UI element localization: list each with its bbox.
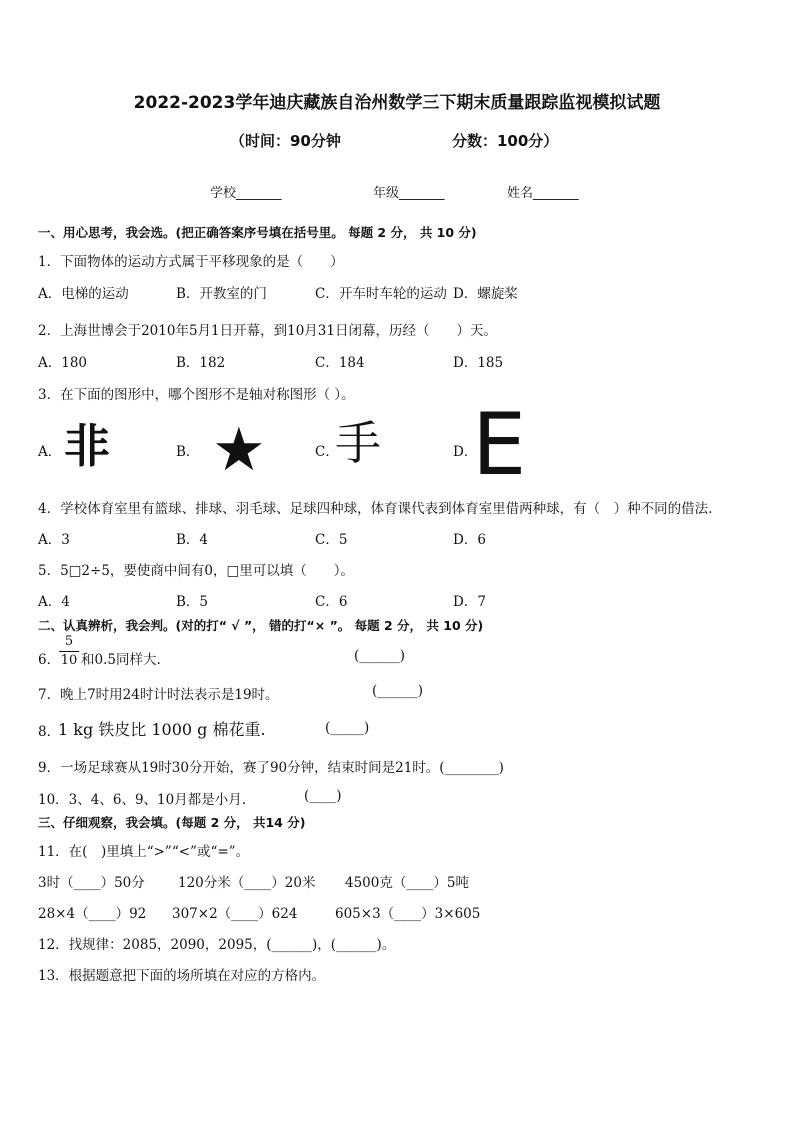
q6-answer-blank[interactable]: (______) [354, 648, 406, 664]
q1-option-c: C．开车时车轮的运动 [315, 286, 447, 302]
q7-answer-blank[interactable]: (______) [372, 683, 424, 699]
q3-option-a: A． [38, 444, 62, 460]
q8-answer-blank[interactable]: (_____) [325, 720, 370, 736]
section-1-heading: 一、用心思考，我会选。(把正确答案序号填在括号里。 每题 2 分， 共 10 分) [38, 225, 477, 240]
figure-star-icon: ★ [212, 415, 266, 485]
q5-option-d: D．7 [453, 594, 486, 610]
section-3-heading: 三、仔细观察，我会填。(每题 2 分， 共14 分) [38, 815, 306, 830]
question-5: 5．5□2÷5，要使商中间有0，□里可以填（ ）。 [38, 563, 355, 579]
question-4: 4．学校体育室里有篮球、排球、羽毛球、足球四种球，体育课代表到体育室里借两种球，有（ ）种不同的借法. [38, 501, 713, 517]
q11-item-1: 3时（____）50分 [38, 875, 145, 891]
exam-time: （时间：90分钟 [230, 132, 341, 150]
question-1: 1．下面物体的运动方式属于平移现象的是（ ） [38, 254, 344, 270]
fraction-bar [59, 651, 79, 652]
exam-score: 分数：100分） [452, 132, 559, 150]
q11-item-3: 4500克（____）5吨 [345, 875, 469, 891]
q10-answer-blank[interactable]: (____) [304, 788, 342, 804]
q6-denominator: 10 [60, 653, 78, 668]
q3-option-c: C． [315, 444, 339, 460]
question-12: 12．找规律：2085，2090，2095，(______)，(______)。 [38, 937, 396, 953]
q11-item-2: 120分米（____）20米 [178, 875, 316, 891]
q4-option-d: D．6 [453, 532, 486, 548]
q3-option-b: B． [176, 444, 200, 460]
figure-shou-character: 手 [335, 416, 381, 470]
q11-item-6: 605×3（____）3×605 [335, 906, 481, 922]
q4-option-b: B．4 [176, 532, 209, 548]
q1-option-a: A．电梯的运动 [38, 286, 129, 302]
q3-option-d: D． [453, 444, 478, 460]
q5-option-b: B．5 [176, 594, 209, 610]
q11-item-4: 28×4（____）92 [38, 906, 147, 922]
q5-option-c: C．6 [315, 594, 348, 610]
question-7: 7．晚上7时用24时计时法表示是19时。 [38, 687, 279, 703]
question-13: 13．根据题意把下面的场所填在对应的方格内。 [38, 968, 326, 984]
q8-number: 8． [38, 724, 61, 740]
section-2-heading: 二、认真辨析，我会判。(对的打“ √ ”， 错的打“× ”。 每题 2 分， 共 10 分) [38, 618, 484, 633]
q2-option-c: C．184 [315, 355, 365, 371]
q2-option-b: B．182 [176, 355, 226, 371]
q4-option-c: C．5 [315, 532, 348, 548]
q4-option-a: A．3 [38, 532, 70, 548]
q1-option-b: B．开教室的门 [176, 286, 267, 302]
q2-option-a: A．180 [38, 355, 88, 371]
question-10: 10．3、4、6、9、10月都是小月. [38, 792, 247, 808]
name-field: 姓名_______ [507, 186, 579, 201]
grade-field: 年级_______ [373, 186, 445, 201]
question-3: 3．在下面的图形中，哪个图形不是轴对称图形（ ）。 [38, 387, 355, 403]
question-9: 9．一场足球赛从19时30分开始，赛了90分钟，结束时间是21时。(________) [38, 760, 504, 776]
question-2: 2．上海世博会于2010年5月1日开幕，到10月31日闭幕，历经（ ）天。 [38, 323, 497, 339]
q6-number: 6． [38, 652, 61, 668]
question-11: 11．在( )里填上“>”“<”或“=”。 [38, 844, 250, 860]
q2-option-d: D．185 [453, 355, 504, 371]
figure-fei-character: 非 [64, 419, 110, 473]
q6-numerator: 5 [64, 634, 74, 649]
q1-option-d: D．螺旋桨 [453, 286, 518, 302]
figure-letter-e: E [472, 395, 527, 495]
q6-fraction [59, 634, 79, 669]
q11-item-5: 307×2（____）624 [172, 906, 298, 922]
q5-option-a: A．4 [38, 594, 70, 610]
school-field: 学校_______ [210, 186, 282, 201]
page-title: 2022-2023学年迪庆藏族自治州数学三下期末质量跟踪监视模拟试题 [133, 93, 661, 113]
question-6: 和0.5同样大. [81, 652, 161, 668]
question-8: 1 kg 铁皮比 1000 g 棉花重. [58, 720, 266, 739]
